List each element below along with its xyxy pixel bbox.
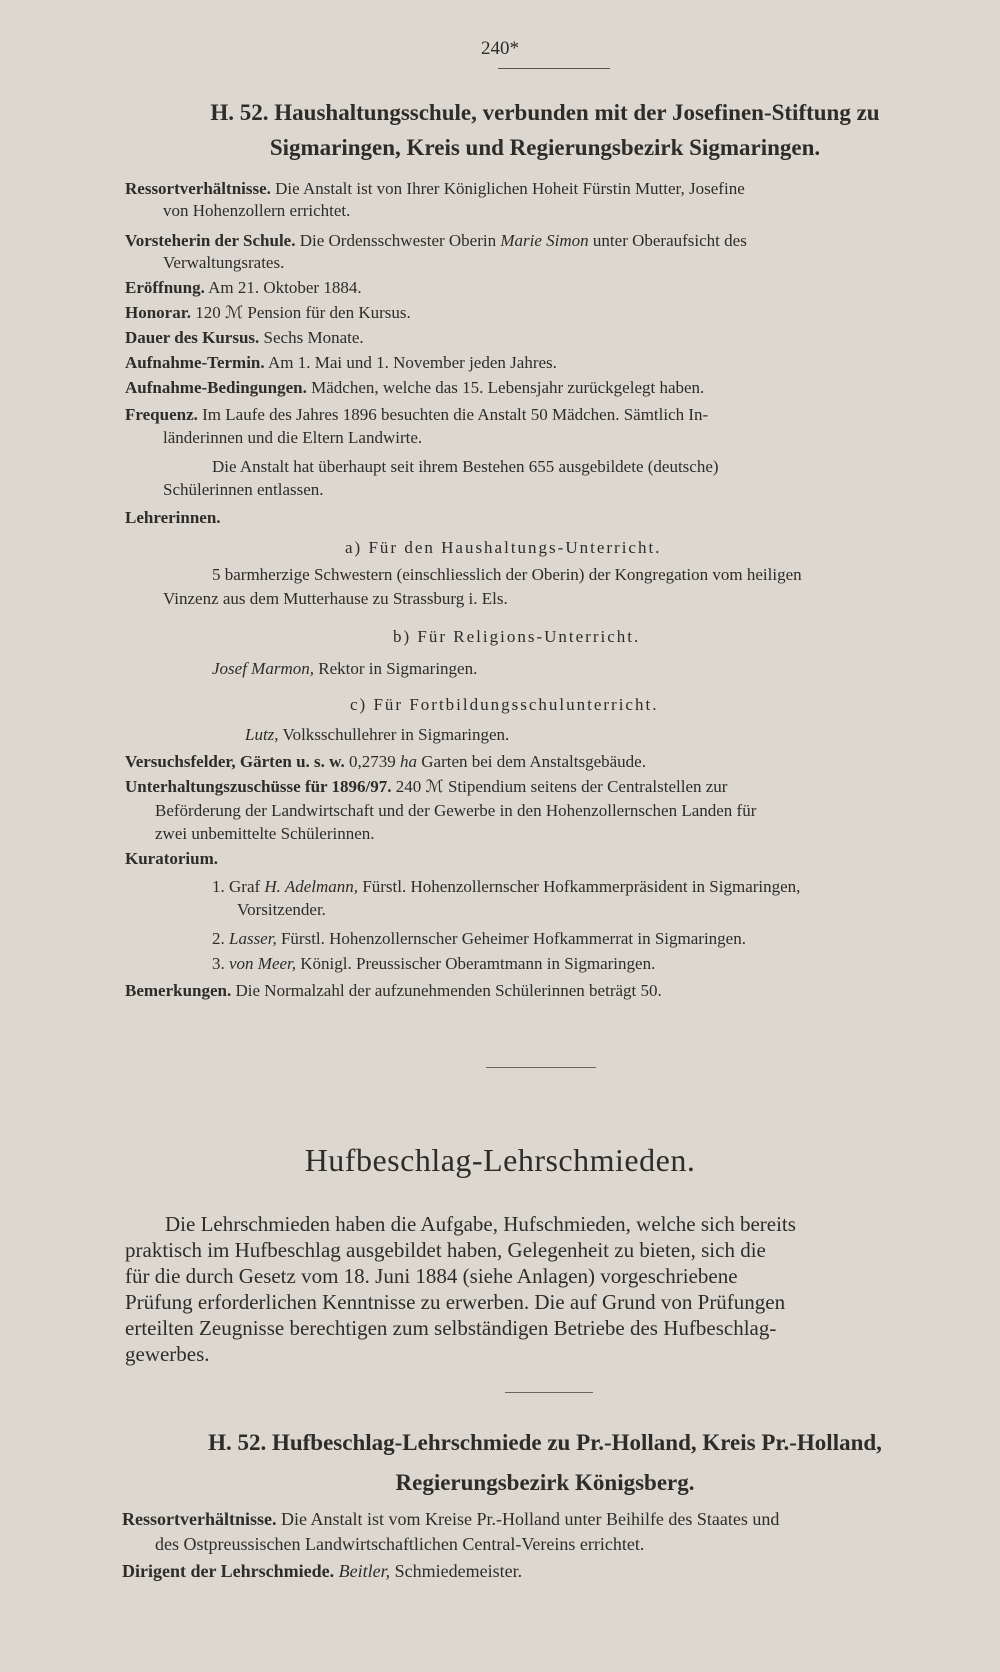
lehrerinnen-b-name: Josef Marmon, xyxy=(212,659,314,678)
versuchsfelder-unit: ha xyxy=(400,752,417,771)
dirigent-label: Dirigent der Lehrschmiede. xyxy=(122,1561,335,1581)
kuratorium-item-text: Königl. Preussischer Oberamtmann in Sigmaringen. xyxy=(296,954,656,973)
section-title: Hufbeschlag-Lehrschmieden. xyxy=(304,1142,696,1178)
eroeffnung-text: Am 21. Oktober 1884. xyxy=(204,278,362,297)
kuratorium-item-name: Lasser, xyxy=(229,929,277,948)
page-number: 240* xyxy=(481,38,519,59)
intro-line: Prüfung erforderlichen Kenntnisse zu erwerben. Die auf Grund von Prüfungen xyxy=(125,1290,786,1314)
kuratorium-item-text: Fürstl. Hohenzollernscher Hofkammerpräsident in Sigmaringen, xyxy=(358,877,801,896)
kuratorium-item-name: von Meer, xyxy=(229,954,297,973)
dauer-text: Sechs Monate. xyxy=(259,328,364,347)
honorar-label: Honorar. xyxy=(125,303,191,322)
vorsteherin-text-cont: Verwaltungsrates. xyxy=(163,253,285,272)
section-divider xyxy=(486,1067,596,1068)
aufnahme-termin-entry xyxy=(125,352,557,374)
lehrerinnen-c-text: Volksschullehrer in Sigmaringen. xyxy=(278,725,510,744)
page-number-rule xyxy=(498,68,610,69)
dirigent-entry xyxy=(122,1560,522,1582)
unterhaltung-text-cont2: zwei unbemittelte Schülerinnen. xyxy=(155,824,375,843)
ressort-label: Ressortverhältnisse. xyxy=(125,179,271,198)
intro-line: erteilten Zeugnisse berechtigen zum selbständigen Betriebe des Hufbeschlag- xyxy=(125,1316,777,1340)
vorsteherin-entry xyxy=(125,230,747,252)
bemerkungen-text: Die Normalzahl der aufzunehmenden Schülerinnen beträgt 50. xyxy=(231,981,662,1000)
intro-line: gewerbes. xyxy=(125,1342,210,1366)
bemerkungen-entry xyxy=(125,980,662,1002)
vorsteherin-text: Die Ordensschwester Oberin xyxy=(295,231,501,250)
eroeffnung-entry xyxy=(125,277,362,299)
ressort-entry xyxy=(125,178,745,200)
ressort-text: Die Anstalt ist vom Kreise Pr.-Holland unter Beihilfe des Staates und xyxy=(276,1509,780,1529)
vorsteherin-text2: unter Oberaufsicht des xyxy=(588,231,747,250)
aufnahme-bedingungen-label: Aufnahme-Bedingungen. xyxy=(125,378,307,397)
kuratorium-item-num: 3. xyxy=(212,954,225,973)
bemerkungen-label: Bemerkungen. xyxy=(125,981,232,1000)
ressort-text-cont: von Hohenzollern errichtet. xyxy=(163,201,351,220)
section-title-line1: H. 52. Haushaltungsschule, verbunden mit der Josefinen-Stiftung zu xyxy=(210,100,880,125)
frequenz-text-total: Die Anstalt hat überhaupt seit ihrem Bestehen 655 ausgebildete (deutsche) xyxy=(212,457,719,476)
lehrerinnen-a-text: 5 barmherzige Schwestern (einschliesslich der Oberin) der Kongregation vom heiligen xyxy=(212,565,802,584)
honorar-text: 120 ℳ Pension für den Kursus. xyxy=(190,303,411,322)
unterhaltung-entry xyxy=(125,776,727,798)
kuratorium-item xyxy=(212,928,746,950)
aufnahme-termin-text: Am 1. Mai und 1. November jeden Jahres. xyxy=(264,353,557,372)
section-title-line2: Regierungsbezirk Königsberg. xyxy=(395,1470,695,1495)
dauer-entry xyxy=(125,327,364,349)
vorsteherin-label: Vorsteherin der Schule. xyxy=(125,231,296,250)
kuratorium-item-text: Fürstl. Hohenzollernscher Geheimer Hofkammerrat in Sigmaringen. xyxy=(276,929,746,948)
versuchsfelder-text2: Garten bei dem Anstaltsgebäude. xyxy=(417,752,646,771)
vorsteherin-name: Marie Simon xyxy=(500,231,589,250)
kuratorium-label: Kuratorium. xyxy=(125,849,219,868)
frequenz-text-total-cont: Schülerinnen entlassen. xyxy=(163,480,324,499)
lehrerinnen-b-text: Rektor in Sigmaringen. xyxy=(313,659,478,678)
honorar-entry xyxy=(125,302,411,324)
lehrerinnen-c-entry xyxy=(245,724,509,746)
kuratorium-item-num: 1. xyxy=(212,877,225,896)
section-title-line1: H. 52. Hufbeschlag-Lehrschmiede zu Pr.-Holland, Kreis Pr.-Holland, xyxy=(208,1430,882,1455)
frequenz-label: Frequenz. xyxy=(125,405,198,424)
unterhaltung-text-cont: Beförderung der Landwirtschaft und der Gewerbe in den Hohenzollernschen Landen für xyxy=(155,801,757,820)
ressort-entry xyxy=(122,1508,779,1530)
aufnahme-termin-label: Aufnahme-Termin. xyxy=(125,353,265,372)
intro-line: praktisch im Hufbeschlag ausgebildet haben, Gelegenheit zu bieten, sich die xyxy=(125,1238,766,1262)
dauer-label: Dauer des Kursus. xyxy=(125,328,260,347)
kuratorium-item-pre: Graf xyxy=(229,877,265,896)
kuratorium-item-num: 2. xyxy=(212,929,225,948)
intro-line: für die durch Gesetz vom 18. Juni 1884 (siehe Anlagen) vorgeschriebene xyxy=(125,1264,738,1288)
frequenz-entry xyxy=(125,404,708,426)
aufnahme-bedingungen-text: Mädchen, welche das 15. Lebensjahr zurückgelegt haben. xyxy=(306,378,705,397)
kuratorium-item-text-cont: Vorsitzender. xyxy=(237,900,326,919)
lehrerinnen-c-heading: c) Für Fortbildungsschulunterricht. xyxy=(350,695,659,714)
ressort-text: Die Anstalt ist von Ihrer Königlichen Hoheit Fürstin Mutter, Josefine xyxy=(270,179,745,198)
lehrerinnen-a-text-cont: Vinzenz aus dem Mutterhause zu Strassburg i. Els. xyxy=(163,589,508,608)
lehrerinnen-a-heading: a) Für den Haushaltungs-Unterricht. xyxy=(345,538,662,557)
kuratorium-item-name: H. Adelmann, xyxy=(264,877,359,896)
aufnahme-bedingungen-entry xyxy=(125,377,704,399)
unterhaltung-label: Unterhaltungszuschüsse für 1896/97. xyxy=(125,777,392,796)
lehrerinnen-label: Lehrerinnen. xyxy=(125,508,221,527)
dirigent-name: Beitler, xyxy=(338,1561,391,1581)
versuchsfelder-text: 0,2739 xyxy=(344,752,400,771)
frequenz-text-cont: länderinnen und die Eltern Landwirte. xyxy=(163,428,423,447)
ressort-text-cont: des Ostpreussischen Landwirtschaftlichen Central-Vereins errichtet. xyxy=(155,1534,645,1554)
ressort-label: Ressortverhältnisse. xyxy=(122,1509,277,1529)
versuchsfelder-label: Versuchsfelder, Gärten u. s. w. xyxy=(125,752,345,771)
section-title-line2: Sigmaringen, Kreis und Regierungsbezirk Sigmaringen. xyxy=(269,135,821,160)
lehrerinnen-b-entry xyxy=(212,658,477,680)
kuratorium-item xyxy=(212,876,800,898)
intro-line: Die Lehrschmieden haben die Aufgabe, Hufschmieden, welche sich bereits xyxy=(165,1212,796,1236)
lehrerinnen-b-heading: b) Für Religions-Unterricht. xyxy=(393,627,641,646)
frequenz-text: Im Laufe des Jahres 1896 besuchten die Anstalt 50 Mädchen. Sämtlich In- xyxy=(197,405,709,424)
unterhaltung-text: 240 ℳ Stipendium seitens der Centralstellen zur xyxy=(391,777,728,796)
kuratorium-item xyxy=(212,953,655,975)
eroeffnung-label: Eröffnung. xyxy=(125,278,205,297)
lehrerinnen-c-name: Lutz, xyxy=(245,725,279,744)
section-divider xyxy=(505,1392,593,1393)
versuchsfelder-entry xyxy=(125,751,646,773)
dirigent-text: Schmiedemeister. xyxy=(390,1561,523,1581)
